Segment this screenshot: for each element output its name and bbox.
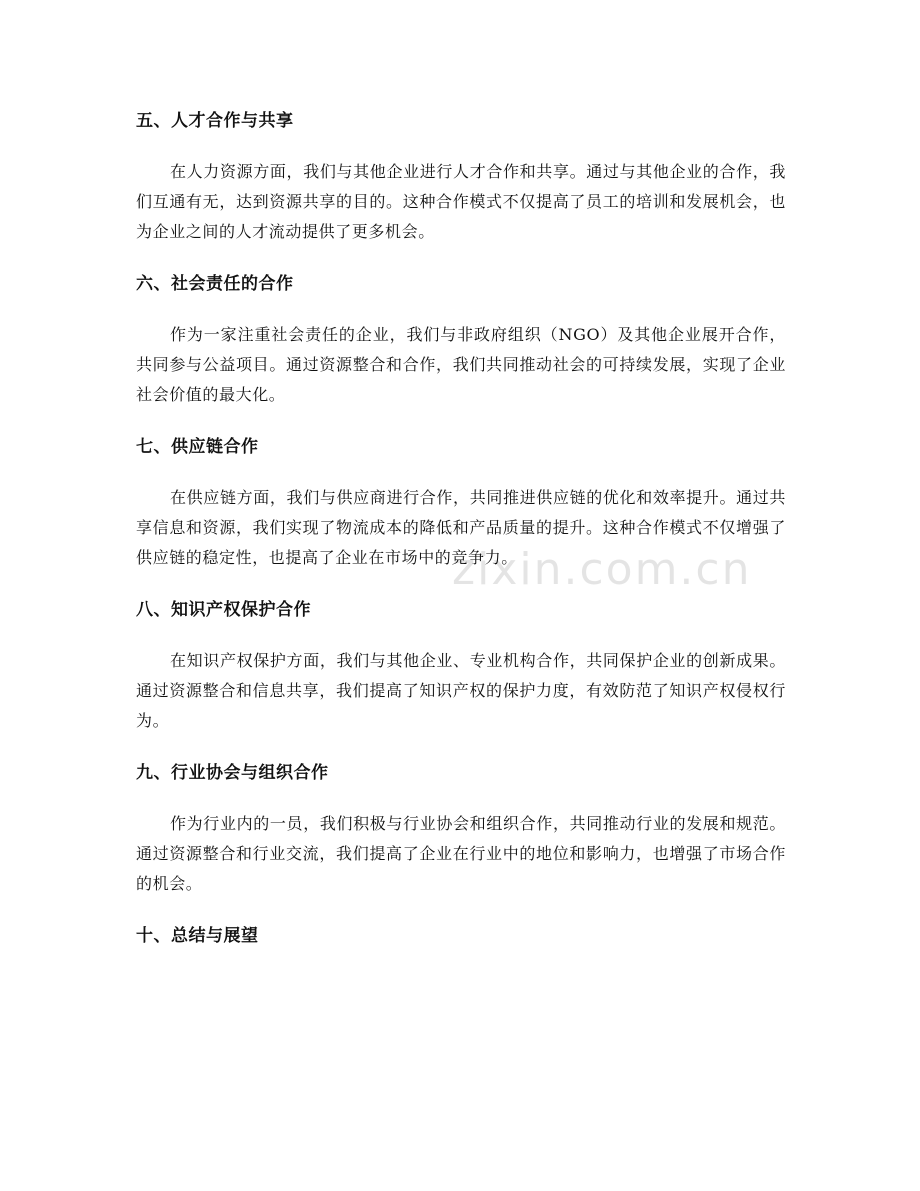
section-heading: 九、行业协会与组织合作 <box>136 763 329 783</box>
section-talent-cooperation <box>136 106 786 247</box>
document-content <box>136 106 786 972</box>
section-paragraph: 作为一家注重社会责任的企业，我们与非政府组织（NGO）及其他企业展开合作，共同参与公益项目。通过资源整合和合作，我们共同推动社会的可持续发展，实现了企业社会价值的最大化。 <box>136 325 786 404</box>
section-industry-association <box>136 758 786 899</box>
section-heading: 七、供应链合作 <box>136 437 259 457</box>
section-paragraph: 在人力资源方面，我们与其他企业进行人才合作和共享。通过与其他企业的合作，我们互通有无，达到资源共享的目的。这种合作模式不仅提高了员工的培训和发展机会，也为企业之间的人才流动提供了更多机会。 <box>136 162 786 241</box>
section-heading: 八、知识产权保护合作 <box>136 600 311 620</box>
section-heading: 十、总结与展望 <box>136 926 259 946</box>
section-supply-chain <box>136 432 786 573</box>
section-heading: 五、人才合作与共享 <box>136 111 294 131</box>
section-paragraph: 在供应链方面，我们与供应商进行合作，共同推进供应链的优化和效率提升。通过共享信息和资源，我们实现了物流成本的降低和产品质量的提升。这种合作模式不仅增强了供应链的稳定性，也提高了企业在市场中的竞争力。 <box>136 488 786 567</box>
section-heading: 六、社会责任的合作 <box>136 274 294 294</box>
section-paragraph: 作为行业内的一员，我们积极与行业协会和组织合作，共同推动行业的发展和规范。通过资源整合和行业交流，我们提高了企业在行业中的地位和影响力，也增强了市场合作的机会。 <box>136 814 786 893</box>
section-summary <box>136 921 786 951</box>
section-social-responsibility <box>136 269 786 410</box>
section-ip-protection <box>136 595 786 736</box>
section-paragraph: 在知识产权保护方面，我们与其他企业、专业机构合作，共同保护企业的创新成果。通过资源整合和信息共享，我们提高了知识产权的保护力度，有效防范了知识产权侵权行为。 <box>136 651 786 730</box>
watermark: zixin.com.cn <box>452 544 752 595</box>
